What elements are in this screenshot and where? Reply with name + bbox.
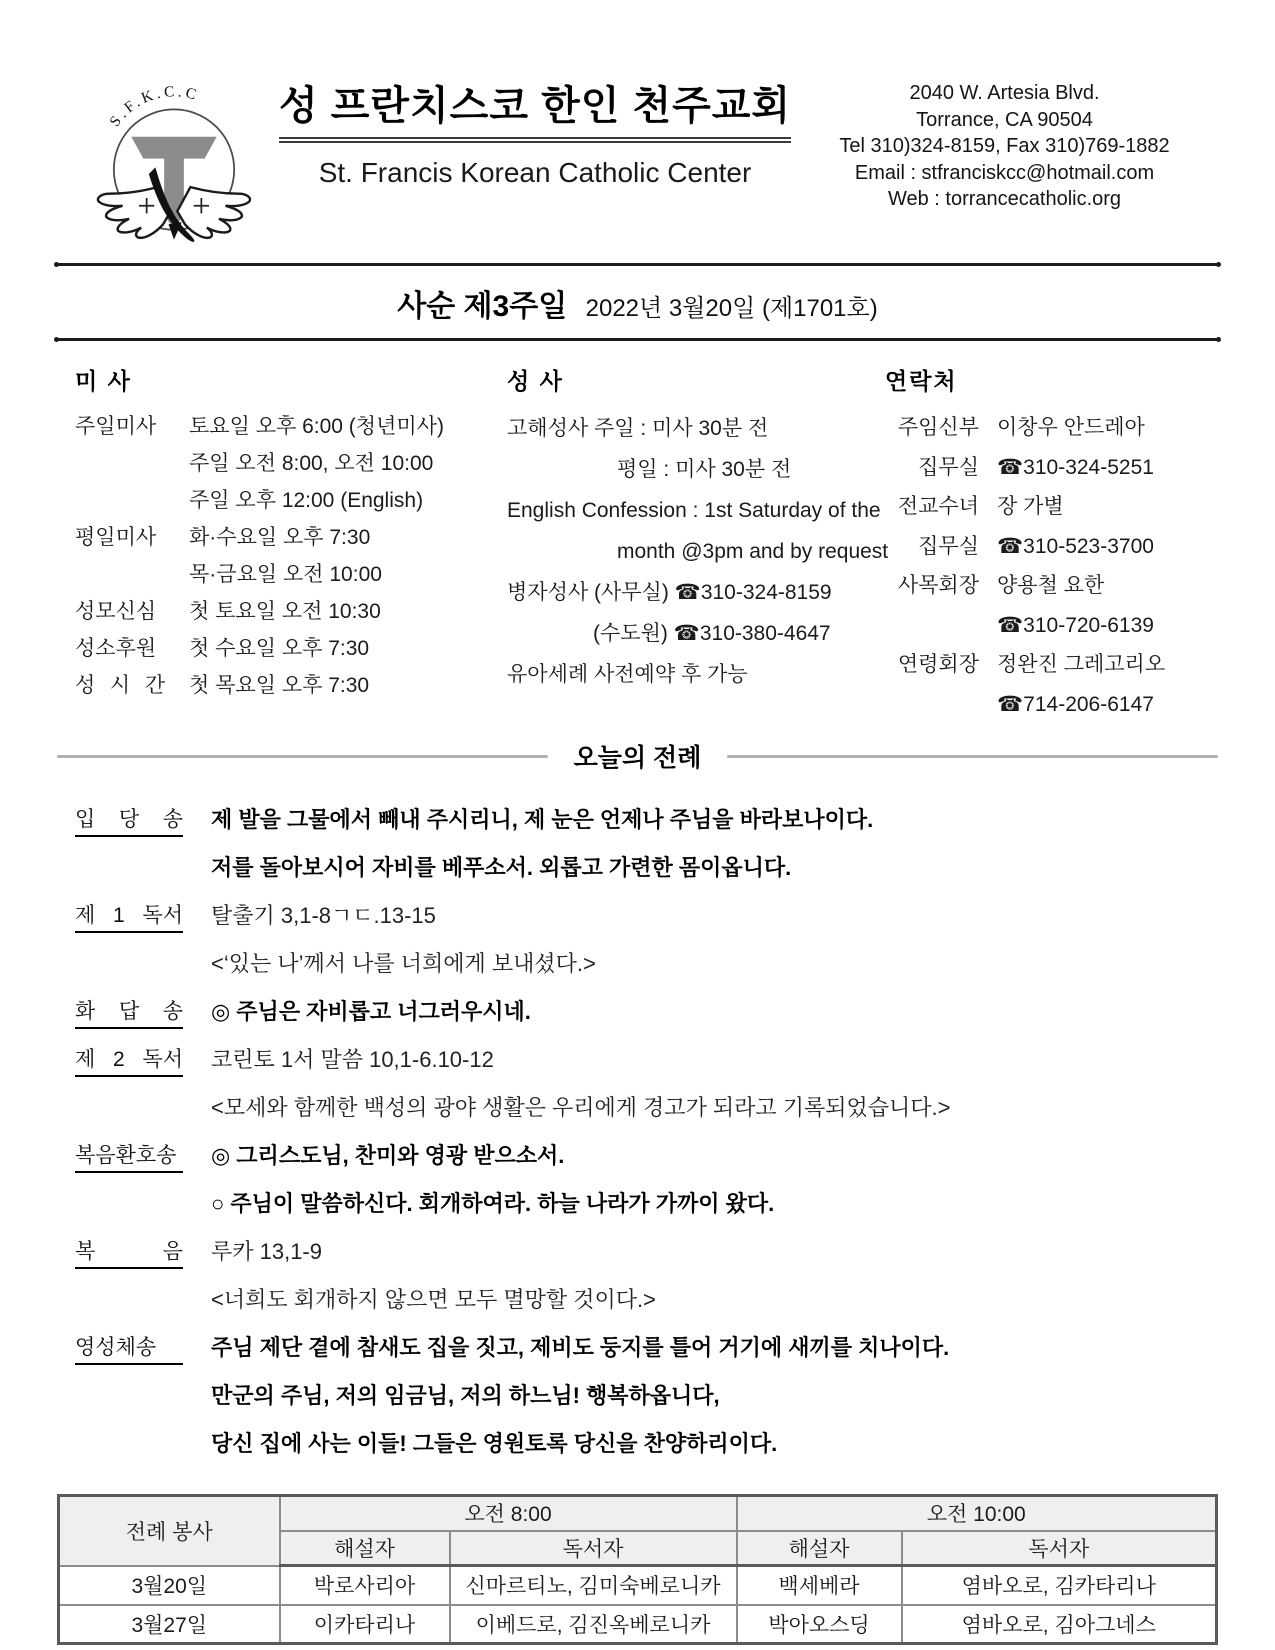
contact-role: 집무실 [918, 455, 979, 479]
divider-masthead [57, 338, 1218, 341]
liturgy-line: ○ 주님이 말씀하신다. 회개하여라. 하늘 나라가 가까이 왔다. [211, 1191, 775, 1216]
corner-header-cell: 전례 봉사 [59, 1496, 280, 1566]
mass-label: 평일미사 [75, 526, 157, 549]
liturgy-line: ◎ 주님은 자비롭고 너그러우시네. [211, 999, 531, 1024]
liturgy-item [75, 796, 1218, 892]
contact-value: 양용철 요한 [997, 574, 1105, 597]
info-columns [57, 341, 1218, 724]
mass-column [75, 353, 507, 724]
contact-value: 이창우 안드레아 [997, 416, 1145, 439]
service-cell: 염바오로, 김아그네스 [902, 1605, 1217, 1644]
mass-line: 주일 오전 8:00, 오전 10:00 [189, 452, 434, 475]
liturgy-line: <모세와 함께한 백성의 광야 생활은 우리에게 경고가 되라고 기록되었습니다.> [211, 1095, 951, 1120]
sacrament-line: 고해성사 주일 : 미사 30분 전 [507, 417, 769, 440]
liturgy-list [57, 774, 1218, 1468]
contact-role: 사목회장 [897, 574, 979, 597]
header [57, 58, 1218, 249]
mass-row [75, 519, 507, 593]
liturgy-line: ◎ 그리스도님, 찬미와 영광 받으소서. [211, 1143, 565, 1168]
liturgy-section-title: 오늘의 전례 [573, 744, 702, 772]
sacraments-header: 성 사 [507, 368, 564, 394]
service-cell: 신마르티노, 김미숙베로니카 [450, 1566, 737, 1605]
contact-value: 정완진 그레고리오 [997, 653, 1166, 676]
mass-row [75, 667, 507, 704]
subheader-cell: 해설자 [737, 1531, 902, 1566]
mass-line: 목·금요일 오전 10:00 [189, 563, 382, 586]
service-cell: 염바오로, 김카타리나 [902, 1566, 1217, 1605]
table-row [59, 1566, 1217, 1605]
service-cell: 백세베라 [737, 1566, 902, 1605]
mass-label: 성모신심 [75, 600, 157, 623]
contact-address-block [791, 58, 1218, 213]
contact-role: 연령회장 [897, 653, 979, 676]
liturgy-line: 제 발을 그물에서 빼내 주시리니, 제 눈은 언제나 주님을 바라보나이다. [211, 807, 874, 832]
contact-row [885, 527, 1218, 567]
liturgy-line: 저를 돌아보시어 자비를 베푸소서. 외롭고 가련한 몸이옵니다. [211, 855, 792, 880]
liturgy-line: 루카 13,1-9 [211, 1239, 322, 1264]
subheader-cell: 독서자 [902, 1531, 1217, 1566]
contact-role [885, 685, 979, 725]
subheader-cell: 독서자 [450, 1531, 737, 1566]
mass-line: 첫 목요일 오후 7:30 [189, 674, 370, 697]
address-line: Email : stfranciskcc@hotmail.com [854, 161, 1155, 184]
liturgy-label: 제 2 독서 [75, 1044, 183, 1077]
liturgy-label: 영성체송 [75, 1332, 183, 1365]
liturgy-item [75, 892, 1218, 988]
liturgy-label: 입 당 송 [75, 804, 183, 837]
mass-label: 성 시 간 [75, 674, 165, 697]
sunday-title: 사순 제3주일 [397, 290, 568, 323]
table-header-row [59, 1496, 1217, 1531]
address-line: Web : torrancecatholic.org [887, 188, 1122, 210]
liturgy-item [75, 1132, 1218, 1228]
contact-value: ☎310-523-3700 [997, 534, 1154, 558]
liturgy-line: <‘있는 나’께서 나를 너희에게 보내셨다.> [211, 951, 596, 976]
divider-line-right [727, 755, 1218, 758]
right-hand-icon [177, 187, 250, 238]
contact-value: 장 가별 [997, 495, 1064, 518]
table-row [59, 1605, 1217, 1644]
contact-row [885, 566, 1218, 606]
mass-row [75, 593, 507, 630]
church-logo-icon [81, 58, 267, 244]
liturgy-label: 화 답 송 [75, 996, 183, 1029]
liturgy-item [75, 1324, 1218, 1468]
issue-date: 2022년 3월20일 (제1701호) [585, 295, 878, 322]
mass-line: 첫 수요일 오후 7:30 [189, 637, 370, 660]
liturgy-line: 주님 제단 곁에 참새도 집을 짓고, 제비도 둥지를 틀어 거기에 새끼를 치나이다. [211, 1335, 950, 1360]
contact-row [885, 448, 1218, 488]
contact-role: 집무실 [918, 534, 979, 558]
liturgy-item [75, 1228, 1218, 1324]
liturgy-line: <너희도 회개하지 않으면 모두 멸망할 것이다.> [211, 1287, 656, 1312]
contact-row [885, 606, 1218, 646]
subheader-cell: 해설자 [280, 1531, 450, 1566]
sacrament-line: 유아세례 사전예약 후 가능 [507, 663, 748, 686]
mass-label: 주일미사 [75, 415, 157, 438]
contact-role [885, 606, 979, 646]
date-cell: 3월20일 [59, 1566, 280, 1605]
service-cell: 이베드로, 김진옥베로니카 [450, 1605, 737, 1644]
liturgy-label: 제 1 독서 [75, 900, 183, 933]
mass-row [75, 630, 507, 667]
sacrament-line: (수도원) ☎310-380-4647 [593, 622, 831, 645]
address-line: 2040 W. Artesia Blvd. [909, 82, 1100, 104]
mass-line: 첫 토요일 오전 10:30 [189, 600, 381, 623]
contacts-header: 연락처 [885, 368, 958, 394]
mass-line: 화·수요일 오후 7:30 [189, 526, 371, 549]
mass-label: 성소후원 [75, 637, 157, 660]
contact-value: ☎310-324-5251 [997, 455, 1154, 479]
contacts-column [885, 353, 1218, 724]
contact-value: ☎714-206-6147 [997, 692, 1154, 716]
divider-line-left [57, 755, 548, 758]
liturgy-line: 탈출기 3,1-8ㄱㄷ.13-15 [211, 903, 436, 928]
liturgy-line: 만군의 주님, 저의 임금님, 저의 하느님! 행복하옵니다, [211, 1383, 720, 1408]
liturgy-item [75, 988, 1218, 1036]
mass-line: 토요일 오후 6:00 (청년미사) [189, 415, 444, 438]
mass-row [75, 408, 507, 519]
contact-value: ☎310-720-6139 [997, 613, 1154, 637]
service-cell: 박아오스딩 [737, 1605, 902, 1644]
service-cell: 이카타리나 [280, 1605, 450, 1644]
liturgy-service-table [57, 1494, 1218, 1645]
address-line: Torrance, CA 90504 [916, 108, 1093, 131]
liturgy-line: 당신 집에 사는 이들! 그들은 영원토록 당신을 찬양하리이다. [211, 1431, 778, 1456]
mass-header: 미 사 [75, 368, 132, 394]
church-name-korean: 성 프란치스코 한인 천주교회 [279, 84, 792, 128]
liturgy-line: 코린토 1서 말씀 10,1-6.10-12 [211, 1047, 494, 1072]
contact-row [885, 645, 1218, 685]
church-logo [81, 58, 269, 249]
church-name-english: St. Francis Korean Catholic Center [318, 157, 752, 188]
sacrament-line: English Confession : 1st Saturday of the [507, 499, 881, 522]
title-underline [279, 137, 791, 143]
divider-top [57, 263, 1218, 266]
logo-badge-text: S.F.K.C.C [106, 83, 202, 130]
address-line: Tel 310)324-8159, Fax 310)769-1882 [839, 135, 1170, 157]
service-cell: 박로사리아 [280, 1566, 450, 1605]
sacraments-column [507, 353, 889, 724]
contact-row [885, 408, 1218, 448]
liturgy-item [75, 1036, 1218, 1132]
liturgy-label: 복 음 [75, 1236, 183, 1269]
sacrament-line: 병자성사 (사무실) ☎310-324-8159 [507, 581, 832, 604]
contact-role: 전교수녀 [897, 495, 979, 518]
liturgy-section-header [57, 738, 1218, 774]
contact-row [885, 685, 1218, 725]
date-cell: 3월27일 [59, 1605, 280, 1644]
contact-row [885, 487, 1218, 527]
sacrament-line: month @3pm and by request [617, 540, 889, 563]
title-block [279, 58, 791, 189]
liturgy-label: 복음환호송 [75, 1140, 183, 1173]
time-group-cell: 오전 8:00 [280, 1496, 737, 1531]
sacrament-line: 평일 : 미사 30분 전 [617, 458, 792, 481]
masthead [57, 266, 1218, 338]
time-group-cell: 오전 10:00 [737, 1496, 1217, 1531]
mass-line: 주일 오후 12:00 (English) [189, 489, 424, 512]
contact-role: 주임신부 [897, 416, 979, 439]
